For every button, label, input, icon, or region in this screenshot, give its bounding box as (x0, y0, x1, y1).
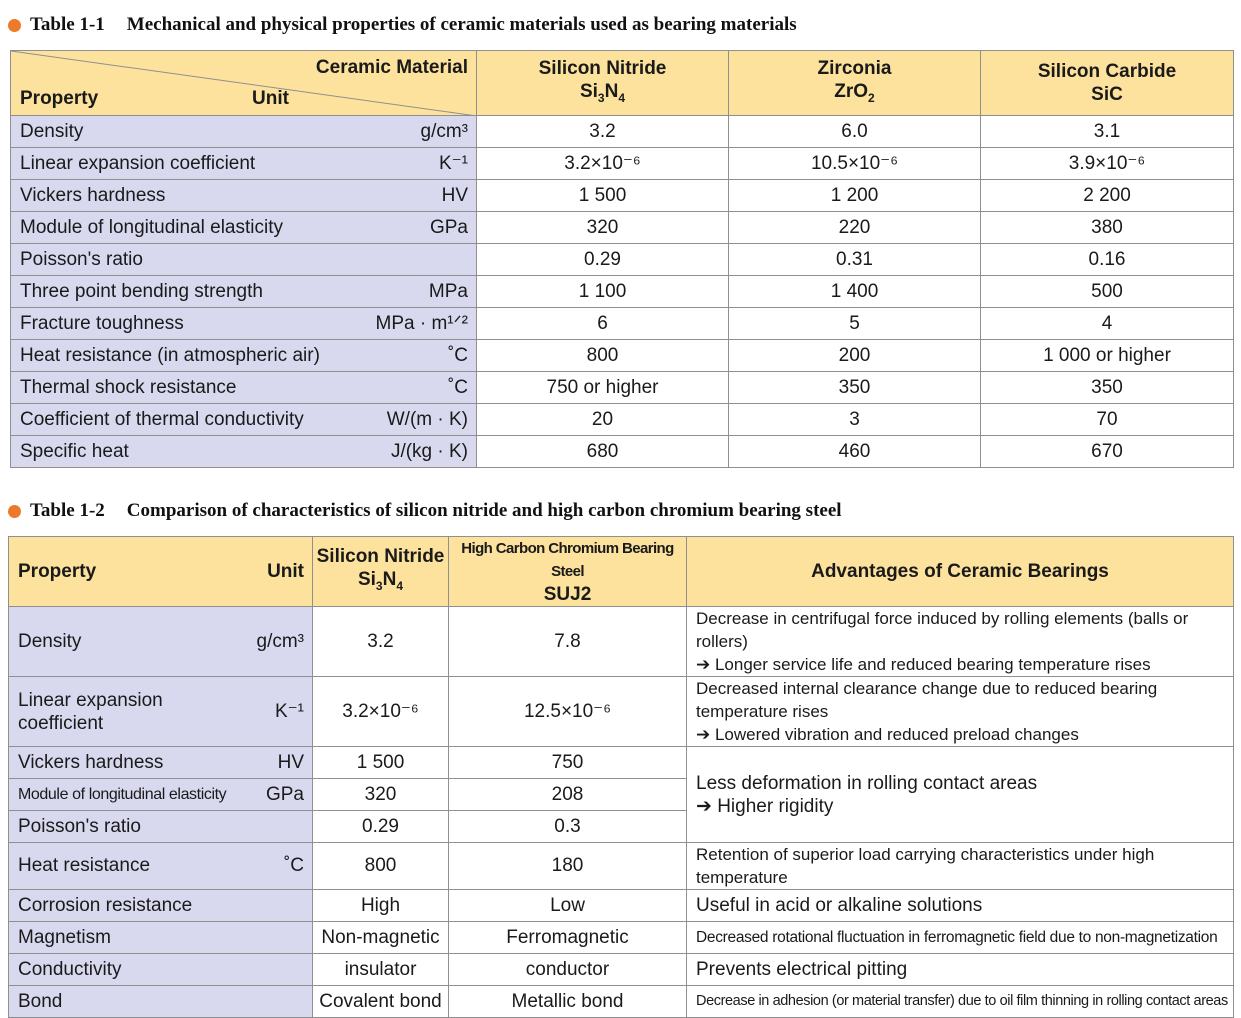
property-name: Vickers hardness (20, 184, 166, 206)
value-cell: 70 (981, 404, 1234, 436)
unit: GPa (265, 783, 304, 805)
property-name: Three point bending strength (20, 280, 263, 302)
value-cell: 3.1 (981, 116, 1234, 148)
value-cell: Metallic bond (449, 986, 687, 1018)
table-row (9, 986, 1234, 1018)
value-cell: 7.8 (449, 607, 687, 677)
value-cell: 0.29 (477, 244, 729, 276)
property-name: Poisson's ratio (18, 815, 141, 837)
unit: W/(m · K) (386, 408, 468, 430)
value-cell: 1 000 or higher (981, 340, 1234, 372)
value-cell: 0.31 (729, 244, 981, 276)
value-cell: 800 (313, 843, 449, 890)
table-row (11, 436, 1234, 468)
unit: J/(kg · K) (390, 440, 468, 462)
property-name: Corrosion resistance (18, 894, 193, 916)
value-cell: 3.2×10⁻⁶ (477, 148, 729, 180)
value-cell: Covalent bond (313, 986, 449, 1018)
table-row (11, 404, 1234, 436)
table-row (9, 843, 1234, 890)
table1-title: Mechanical and physical properties of ceramic materials used as bearing materials (126, 14, 797, 35)
table1-corner-header (11, 51, 477, 116)
property-name: Linear expansion coefficient (18, 689, 163, 734)
value-cell: 0.29 (313, 811, 449, 843)
property-name: Module of longitudinal elasticity (18, 785, 227, 803)
property-name: Thermal shock resistance (20, 376, 237, 398)
property-name: Linear expansion coefficient (20, 152, 256, 174)
unit-label: Unit (252, 88, 289, 109)
property-name: Bond (18, 990, 63, 1012)
value-cell: 6 (477, 308, 729, 340)
advantage-cell: Less deformation in rolling contact areas ➔ Higher rigidity (687, 747, 1234, 843)
value-cell: 1 100 (477, 276, 729, 308)
value-cell: 3.9×10⁻⁶ (981, 148, 1234, 180)
value-cell: Low (449, 890, 687, 922)
property-name: Heat resistance (18, 855, 151, 876)
value-cell: insulator (313, 954, 449, 986)
table2-title: Comparison of characteristics of silicon nitride and high carbon chromium bearing steel (126, 500, 842, 521)
property-name: Poisson's ratio (20, 248, 143, 270)
value-cell: 2 200 (981, 180, 1234, 212)
col-header-silicon-carbide: Silicon Carbide SiC (981, 51, 1234, 116)
table-row (11, 276, 1234, 308)
value-cell: 500 (981, 276, 1234, 308)
property-label: Property (20, 88, 99, 109)
value-cell: 180 (449, 843, 687, 890)
value-cell: 380 (981, 212, 1234, 244)
unit: HV (441, 184, 468, 206)
table2-number: Table 1-2 (30, 500, 105, 521)
advantage-cell: Decrease in adhesion (or material transfer) due to oil film thinning in rolling contact areas (687, 986, 1234, 1018)
advantage-cell: Useful in acid or alkaline solutions (687, 890, 1234, 922)
property-name: Density (20, 120, 84, 142)
unit: g/cm³ (256, 630, 304, 652)
value-cell: 220 (729, 212, 981, 244)
value-cell: 800 (477, 340, 729, 372)
property-name: Specific heat (20, 440, 129, 462)
table2 (8, 536, 1234, 1018)
table-row (9, 890, 1234, 922)
unit: ˚C (447, 376, 468, 398)
table-row (9, 922, 1234, 954)
value-cell: 460 (729, 436, 981, 468)
advantage-cell: Prevents electrical pitting (687, 954, 1234, 986)
table1 (10, 50, 1234, 468)
unit: K⁻¹ (274, 701, 304, 722)
value-cell: 3.2×10⁻⁶ (313, 677, 449, 747)
col-header-silicon-nitride: Silicon Nitride $Si_3N_4$ (313, 537, 449, 607)
table-row (11, 308, 1234, 340)
value-cell: 1 500 (313, 747, 449, 779)
value-cell: 320 (313, 779, 449, 811)
advantage-cell: Decreased rotational fluctuation in ferromagnetic field due to non-magnetization (687, 922, 1234, 954)
unit: HV (277, 751, 304, 773)
value-cell: 4 (981, 308, 1234, 340)
value-cell: 208 (449, 779, 687, 811)
table1-caption (8, 12, 797, 38)
table-row (9, 747, 1234, 779)
bullet-icon (8, 19, 21, 32)
table-row (11, 116, 1234, 148)
unit: K⁻¹ (438, 153, 468, 174)
col-header-zirconia: Zirconia ZrO$_2$ (729, 51, 981, 116)
value-cell: 350 (981, 372, 1234, 404)
property-name: Module of longitudinal elasticity (20, 216, 283, 238)
unit: MPa (428, 280, 468, 302)
advantage-cell: Decreased internal clearance change due to reduced bearing temperature rises ➔ Lowered vibration and reduced preload changes (687, 677, 1234, 747)
value-cell: 200 (729, 340, 981, 372)
table-row (11, 340, 1234, 372)
col-header-suj2: High Carbon Chromium Bearing Steel SUJ2 (449, 537, 687, 607)
value-cell: 0.3 (449, 811, 687, 843)
property-name: Heat resistance (in atmospheric air) (20, 344, 320, 366)
value-cell: 3.2 (313, 607, 449, 677)
advantage-cell: Decrease in centrifugal force induced by rolling elements (balls or rollers) ➔ Longer service life and reduced bearing temperature rises (687, 607, 1234, 677)
value-cell: Ferromagnetic (449, 922, 687, 954)
property-name: Magnetism (18, 926, 111, 948)
value-cell: 6.0 (729, 116, 981, 148)
property-name: Conductivity (18, 958, 122, 980)
table-row (9, 954, 1234, 986)
value-cell: 670 (981, 436, 1234, 468)
value-cell: 750 or higher (477, 372, 729, 404)
property-name: Vickers hardness (18, 751, 164, 773)
table-row (11, 244, 1234, 276)
col-header-silicon-nitride: Silicon Nitride $Si_3N_4$ (477, 51, 729, 116)
value-cell: 3 (729, 404, 981, 436)
table-row (9, 607, 1234, 677)
value-cell: 350 (729, 372, 981, 404)
unit: GPa (429, 216, 468, 238)
property-name: Density (18, 630, 82, 652)
col-header-advantages: Advantages of Ceramic Bearings (687, 537, 1234, 607)
value-cell: 1 400 (729, 276, 981, 308)
property-name: Fracture toughness (20, 312, 184, 334)
value-cell: 3.2 (477, 116, 729, 148)
unit: g/cm³ (420, 120, 468, 142)
table-row (11, 148, 1234, 180)
table-row (11, 372, 1234, 404)
value-cell: 320 (477, 212, 729, 244)
property-name: Coefficient of thermal conductivity (20, 408, 304, 430)
value-cell: 20 (477, 404, 729, 436)
advantage-cell: Retention of superior load carrying characteristics under high temperature (687, 843, 1234, 890)
value-cell: 1 200 (729, 180, 981, 212)
table-row (11, 180, 1234, 212)
value-cell: 12.5×10⁻⁶ (449, 677, 687, 747)
value-cell: 10.5×10⁻⁶ (729, 148, 981, 180)
value-cell: 0.16 (981, 244, 1234, 276)
table-row (9, 677, 1234, 747)
table2-caption (8, 498, 842, 524)
value-cell: 680 (477, 436, 729, 468)
value-cell: High (313, 890, 449, 922)
ceramic-material-label: Ceramic Material (315, 57, 468, 78)
table1-number: Table 1-1 (30, 14, 105, 35)
unit: ˚C (447, 344, 468, 366)
value-cell: Non-magnetic (313, 922, 449, 954)
value-cell: conductor (449, 954, 687, 986)
value-cell: 5 (729, 308, 981, 340)
bullet-icon (8, 505, 21, 518)
table-row (11, 212, 1234, 244)
unit: MPa · m¹ᐟ² (375, 313, 468, 334)
value-cell: 750 (449, 747, 687, 779)
unit: ˚C (283, 855, 304, 876)
table2-property-header: Property Unit (9, 537, 313, 607)
value-cell: 1 500 (477, 180, 729, 212)
